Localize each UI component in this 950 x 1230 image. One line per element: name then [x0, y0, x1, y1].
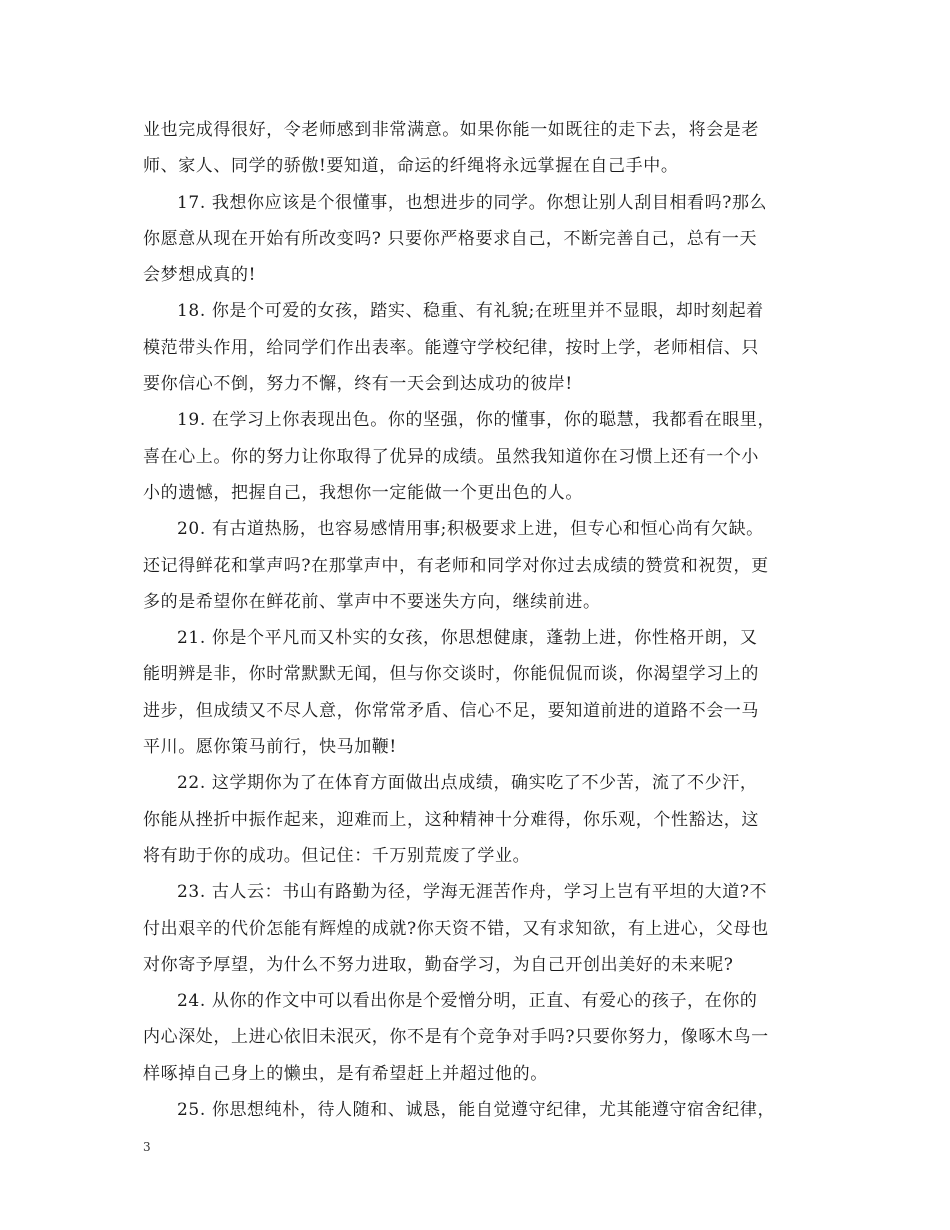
paragraph-start-25: 25. 你思想纯朴，待人随和、诚恳，能自觉遵守纪律，尤其能遵守宿舍纪律， — [177, 1100, 776, 1121]
page-number: 3 — [143, 1140, 151, 1154]
document-body — [143, 112, 823, 1128]
body-line: 将有助于你的成功。但记住：千万别荒废了学业。 — [143, 845, 531, 866]
body-line: 你能从挫折中振作起来，迎难而上，这种精神十分难得，你乐观，个性豁达，这 — [143, 809, 759, 830]
paragraph-start-19: 19. 在学习上你表现出色。你的坚强，你的懂事，你的聪慧，我都看在眼里， — [177, 410, 776, 431]
body-line: 能明辨是非，你时常默默无闻，但与你交谈时，你能侃侃而谈，你渴望学习上的 — [143, 664, 759, 685]
body-line: 对你寄予厚望，为什么不努力进取，勤奋学习，为自己开创出美好的未来呢? — [143, 954, 734, 975]
paragraph-start-23: 23. 古人云：书山有路勤为径，学海无涯苦作舟，学习上岂有平坦的大道?不 — [177, 882, 768, 903]
body-line: 付出艰辛的代价怎能有辉煌的成就?你天资不错，又有求知欲，有上进心，父母也 — [143, 918, 769, 939]
paragraph-start-22: 22. 这学期你为了在体育方面做出点成绩，确实吃了不少苦，流了不少汗， — [177, 773, 758, 794]
body-line: 样啄掉自己身上的懒虫，是有希望赶上并超过他的。 — [143, 1063, 548, 1084]
body-line: 内心深处，上进心依旧未泯灭，你不是有个竞争对手吗?只要你努力，像啄木鸟一 — [143, 1027, 769, 1048]
paragraph-start-18: 18. 你是个可爱的女孩，踏实、稳重、有礼貌;在班里并不显眼，却时刻起着 — [177, 301, 764, 322]
body-line: 进步，但成绩又不尽人意，你常常矛盾、信心不足，要知道前进的道路不会一马 — [143, 700, 759, 721]
body-line: 平川。愿你策马前行，快马加鞭! — [143, 737, 397, 758]
body-line: 小的遗憾，把握自己，我想你一定能做一个更出色的人。 — [143, 482, 583, 503]
paragraph-start-21: 21. 你是个平凡而又朴实的女孩，你思想健康，蓬勃上进，你性格开朗，又 — [177, 628, 758, 649]
paragraph-start-20: 20. 有古道热肠，也容易感情用事;积极要求上进，但专心和恒心尚有欠缺。 — [177, 519, 764, 540]
body-line: 业也完成得很好，令老师感到非常满意。如果你能一如既往的走下去，将会是老 — [143, 120, 759, 140]
body-line: 要你信心不倒，努力不懈，终有一天会到达成功的彼岸! — [143, 374, 573, 395]
body-line: 多的是希望你在鲜花前、掌声中不要迷失方向，继续前进。 — [143, 591, 601, 612]
body-line: 喜在心上。你的努力让你取得了优异的成绩。虽然我知道你在习惯上还有一个小 — [143, 446, 759, 467]
paragraph-start-17: 17. 我想你应该是个很懂事，也想进步的同学。你想让别人刮目相看吗?那么 — [177, 192, 768, 213]
body-line: 你愿意从现在开始有所改变吗? 只要你严格要求自己，不断完善自己，总有一天 — [143, 228, 758, 249]
body-line: 还记得鲜花和掌声吗?在那掌声中，有老师和同学对你过去成绩的赞赏和祝贺，更 — [143, 555, 769, 576]
paragraph-start-24: 24. 从你的作文中可以看出你是个爱憎分明，正直、有爱心的孩子，在你的 — [177, 991, 758, 1012]
body-line: 模范带头作用，给同学们作出表率。能遵守学校纪律，按时上学，老师相信、只 — [143, 337, 759, 358]
body-line: 会梦想成真的! — [143, 265, 257, 286]
body-line: 师、家人、同学的骄傲!要知道，命运的纤绳将永远掌握在自己手中。 — [143, 156, 679, 177]
